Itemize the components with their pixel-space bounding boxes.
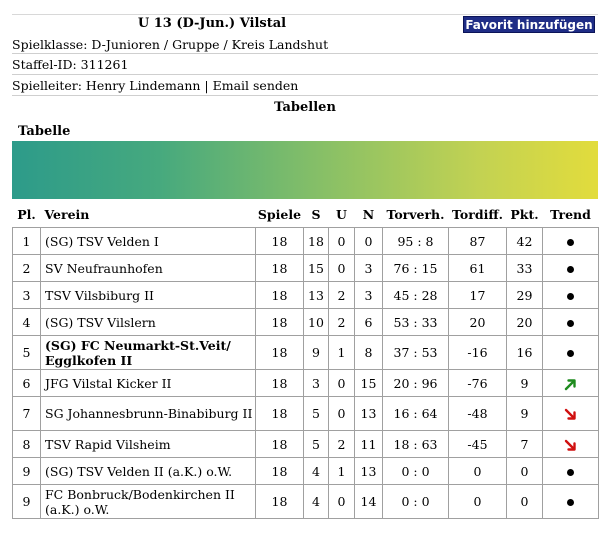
place-cell: 2 bbox=[13, 255, 41, 282]
spielklasse-line: Spielklasse: D-Junioren / Gruppe / Kreis Landshut bbox=[12, 37, 329, 52]
points-cell: 20 bbox=[507, 309, 543, 336]
table-row bbox=[13, 309, 599, 336]
goal-diff-cell: -76 bbox=[449, 370, 507, 397]
games-cell: 18 bbox=[256, 228, 304, 255]
wins-cell: 18 bbox=[304, 228, 329, 255]
goal-diff-cell: -48 bbox=[449, 397, 507, 431]
wins-cell: 10 bbox=[304, 309, 329, 336]
games-cell: 18 bbox=[256, 431, 304, 458]
goals-cell: 0 : 0 bbox=[383, 458, 449, 485]
column-header: Verein bbox=[41, 201, 256, 228]
spielleiter-line bbox=[12, 78, 298, 93]
gradient-banner bbox=[12, 141, 598, 199]
losses-cell: 11 bbox=[355, 431, 383, 458]
spielleiter-text: Spielleiter: Henry Lindemann | Email senden bbox=[12, 78, 299, 93]
losses-cell: 13 bbox=[355, 458, 383, 485]
divider bbox=[12, 74, 598, 75]
points-cell: 29 bbox=[507, 282, 543, 309]
column-header: U bbox=[329, 201, 355, 228]
table-header-row bbox=[13, 201, 599, 228]
games-cell: 18 bbox=[256, 397, 304, 431]
table-row bbox=[13, 458, 599, 485]
team-link[interactable]: (SG) TSV Velden I bbox=[41, 228, 256, 255]
trend-cell bbox=[543, 309, 599, 336]
dot-icon bbox=[567, 499, 574, 506]
dot-icon bbox=[567, 469, 574, 476]
wins-cell: 5 bbox=[304, 431, 329, 458]
team-link[interactable]: (SG) TSV Velden II (a.K.) o.W. bbox=[41, 458, 256, 485]
wins-cell: 5 bbox=[304, 397, 329, 431]
draws-cell: 0 bbox=[329, 370, 355, 397]
table-row bbox=[13, 485, 599, 519]
goal-diff-cell: -45 bbox=[449, 431, 507, 458]
goal-diff-cell: 20 bbox=[449, 309, 507, 336]
team-link[interactable]: (SG) FC Neumarkt-St.Veit/ Egglkofen II bbox=[41, 336, 256, 370]
trend-cell bbox=[543, 485, 599, 519]
losses-cell: 15 bbox=[355, 370, 383, 397]
wins-cell: 15 bbox=[304, 255, 329, 282]
losses-cell: 3 bbox=[355, 282, 383, 309]
arrow-up-icon bbox=[564, 378, 577, 391]
team-link[interactable]: SV Neufraunhofen bbox=[41, 255, 256, 282]
table-row bbox=[13, 282, 599, 309]
points-cell: 16 bbox=[507, 336, 543, 370]
place-cell: 4 bbox=[13, 309, 41, 336]
team-link[interactable]: (SG) TSV Vilslern bbox=[41, 309, 256, 336]
table-row bbox=[13, 397, 599, 431]
column-header: N bbox=[355, 201, 383, 228]
goal-diff-cell: 0 bbox=[449, 458, 507, 485]
team-link[interactable]: SG Johannesbrunn-Binabiburg II bbox=[41, 397, 256, 431]
trend-cell bbox=[543, 370, 599, 397]
column-header: Trend bbox=[543, 201, 599, 228]
draws-cell: 2 bbox=[329, 431, 355, 458]
wins-cell: 4 bbox=[304, 458, 329, 485]
draws-cell: 0 bbox=[329, 485, 355, 519]
place-cell: 7 bbox=[13, 397, 41, 431]
goals-cell: 0 : 0 bbox=[383, 485, 449, 519]
place-cell: 9 bbox=[13, 458, 41, 485]
games-cell: 18 bbox=[256, 309, 304, 336]
table-row bbox=[13, 370, 599, 397]
place-cell: 6 bbox=[13, 370, 41, 397]
divider bbox=[12, 53, 598, 54]
column-header: Spiele bbox=[256, 201, 304, 228]
trend-cell bbox=[543, 255, 599, 282]
dot-icon bbox=[567, 350, 574, 357]
team-link[interactable]: FC Bonbruck/Bodenkirchen II (a.K.) o.W. bbox=[41, 485, 256, 519]
draws-cell: 1 bbox=[329, 458, 355, 485]
losses-cell: 6 bbox=[355, 309, 383, 336]
trend-cell bbox=[543, 431, 599, 458]
games-cell: 18 bbox=[256, 458, 304, 485]
losses-cell: 14 bbox=[355, 485, 383, 519]
place-cell: 5 bbox=[13, 336, 41, 370]
column-header: Pl. bbox=[13, 201, 41, 228]
points-cell: 33 bbox=[507, 255, 543, 282]
goal-diff-cell: 17 bbox=[449, 282, 507, 309]
trend-cell bbox=[543, 397, 599, 431]
goals-cell: 37 : 53 bbox=[383, 336, 449, 370]
losses-cell: 3 bbox=[355, 255, 383, 282]
wins-cell: 3 bbox=[304, 370, 329, 397]
points-cell: 0 bbox=[507, 458, 543, 485]
place-cell: 9 bbox=[13, 485, 41, 519]
goal-diff-cell: -16 bbox=[449, 336, 507, 370]
games-cell: 18 bbox=[256, 282, 304, 309]
team-link[interactable]: TSV Vilsbiburg II bbox=[41, 282, 256, 309]
trend-cell bbox=[543, 282, 599, 309]
table-row bbox=[13, 255, 599, 282]
place-cell: 3 bbox=[13, 282, 41, 309]
goal-diff-cell: 87 bbox=[449, 228, 507, 255]
arrow-down-icon bbox=[564, 408, 577, 421]
column-header: Tordiff. bbox=[449, 201, 507, 228]
table-row bbox=[13, 431, 599, 458]
divider bbox=[12, 95, 598, 96]
points-cell: 0 bbox=[507, 485, 543, 519]
points-cell: 7 bbox=[507, 431, 543, 458]
games-cell: 18 bbox=[256, 370, 304, 397]
points-cell: 9 bbox=[507, 397, 543, 431]
standings-table bbox=[12, 201, 599, 519]
dot-icon bbox=[567, 266, 574, 273]
dot-icon bbox=[567, 320, 574, 327]
goals-cell: 18 : 63 bbox=[383, 431, 449, 458]
team-link[interactable]: JFG Vilstal Kicker II bbox=[41, 370, 256, 397]
arrow-down-icon bbox=[564, 439, 577, 452]
wins-cell: 4 bbox=[304, 485, 329, 519]
column-header: Torverh. bbox=[383, 201, 449, 228]
games-cell: 18 bbox=[256, 336, 304, 370]
page-title: U 13 (D-Jun.) Vilstal bbox=[137, 16, 287, 31]
staffel-id-line: Staffel-ID: 311261 bbox=[12, 57, 129, 72]
games-cell: 18 bbox=[256, 485, 304, 519]
goals-cell: 45 : 28 bbox=[383, 282, 449, 309]
column-header: S bbox=[304, 201, 329, 228]
draws-cell: 1 bbox=[329, 336, 355, 370]
trend-cell bbox=[543, 228, 599, 255]
goal-diff-cell: 0 bbox=[449, 485, 507, 519]
draws-cell: 2 bbox=[329, 309, 355, 336]
trend-cell bbox=[543, 336, 599, 370]
points-cell: 42 bbox=[507, 228, 543, 255]
goals-cell: 16 : 64 bbox=[383, 397, 449, 431]
draws-cell: 0 bbox=[329, 228, 355, 255]
column-header: Pkt. bbox=[507, 201, 543, 228]
table-row bbox=[13, 228, 599, 255]
trend-cell bbox=[543, 458, 599, 485]
add-favorite-button[interactable]: Favorit hinzufügen bbox=[463, 16, 595, 33]
goals-cell: 95 : 8 bbox=[383, 228, 449, 255]
dot-icon bbox=[567, 293, 574, 300]
dot-icon bbox=[567, 239, 574, 246]
place-cell: 1 bbox=[13, 228, 41, 255]
wins-cell: 13 bbox=[304, 282, 329, 309]
draws-cell: 0 bbox=[329, 397, 355, 431]
wins-cell: 9 bbox=[304, 336, 329, 370]
games-cell: 18 bbox=[256, 255, 304, 282]
table-label: Tabelle bbox=[18, 124, 71, 139]
losses-cell: 0 bbox=[355, 228, 383, 255]
top-divider bbox=[12, 14, 598, 15]
losses-cell: 13 bbox=[355, 397, 383, 431]
losses-cell: 8 bbox=[355, 336, 383, 370]
goals-cell: 76 : 15 bbox=[383, 255, 449, 282]
points-cell: 9 bbox=[507, 370, 543, 397]
section-heading: Tabellen bbox=[274, 100, 336, 115]
goals-cell: 20 : 96 bbox=[383, 370, 449, 397]
goal-diff-cell: 61 bbox=[449, 255, 507, 282]
table-row-highlighted bbox=[13, 336, 599, 370]
team-link[interactable]: TSV Rapid Vilsheim bbox=[41, 431, 256, 458]
draws-cell: 0 bbox=[329, 255, 355, 282]
goals-cell: 53 : 33 bbox=[383, 309, 449, 336]
draws-cell: 2 bbox=[329, 282, 355, 309]
place-cell: 8 bbox=[13, 431, 41, 458]
